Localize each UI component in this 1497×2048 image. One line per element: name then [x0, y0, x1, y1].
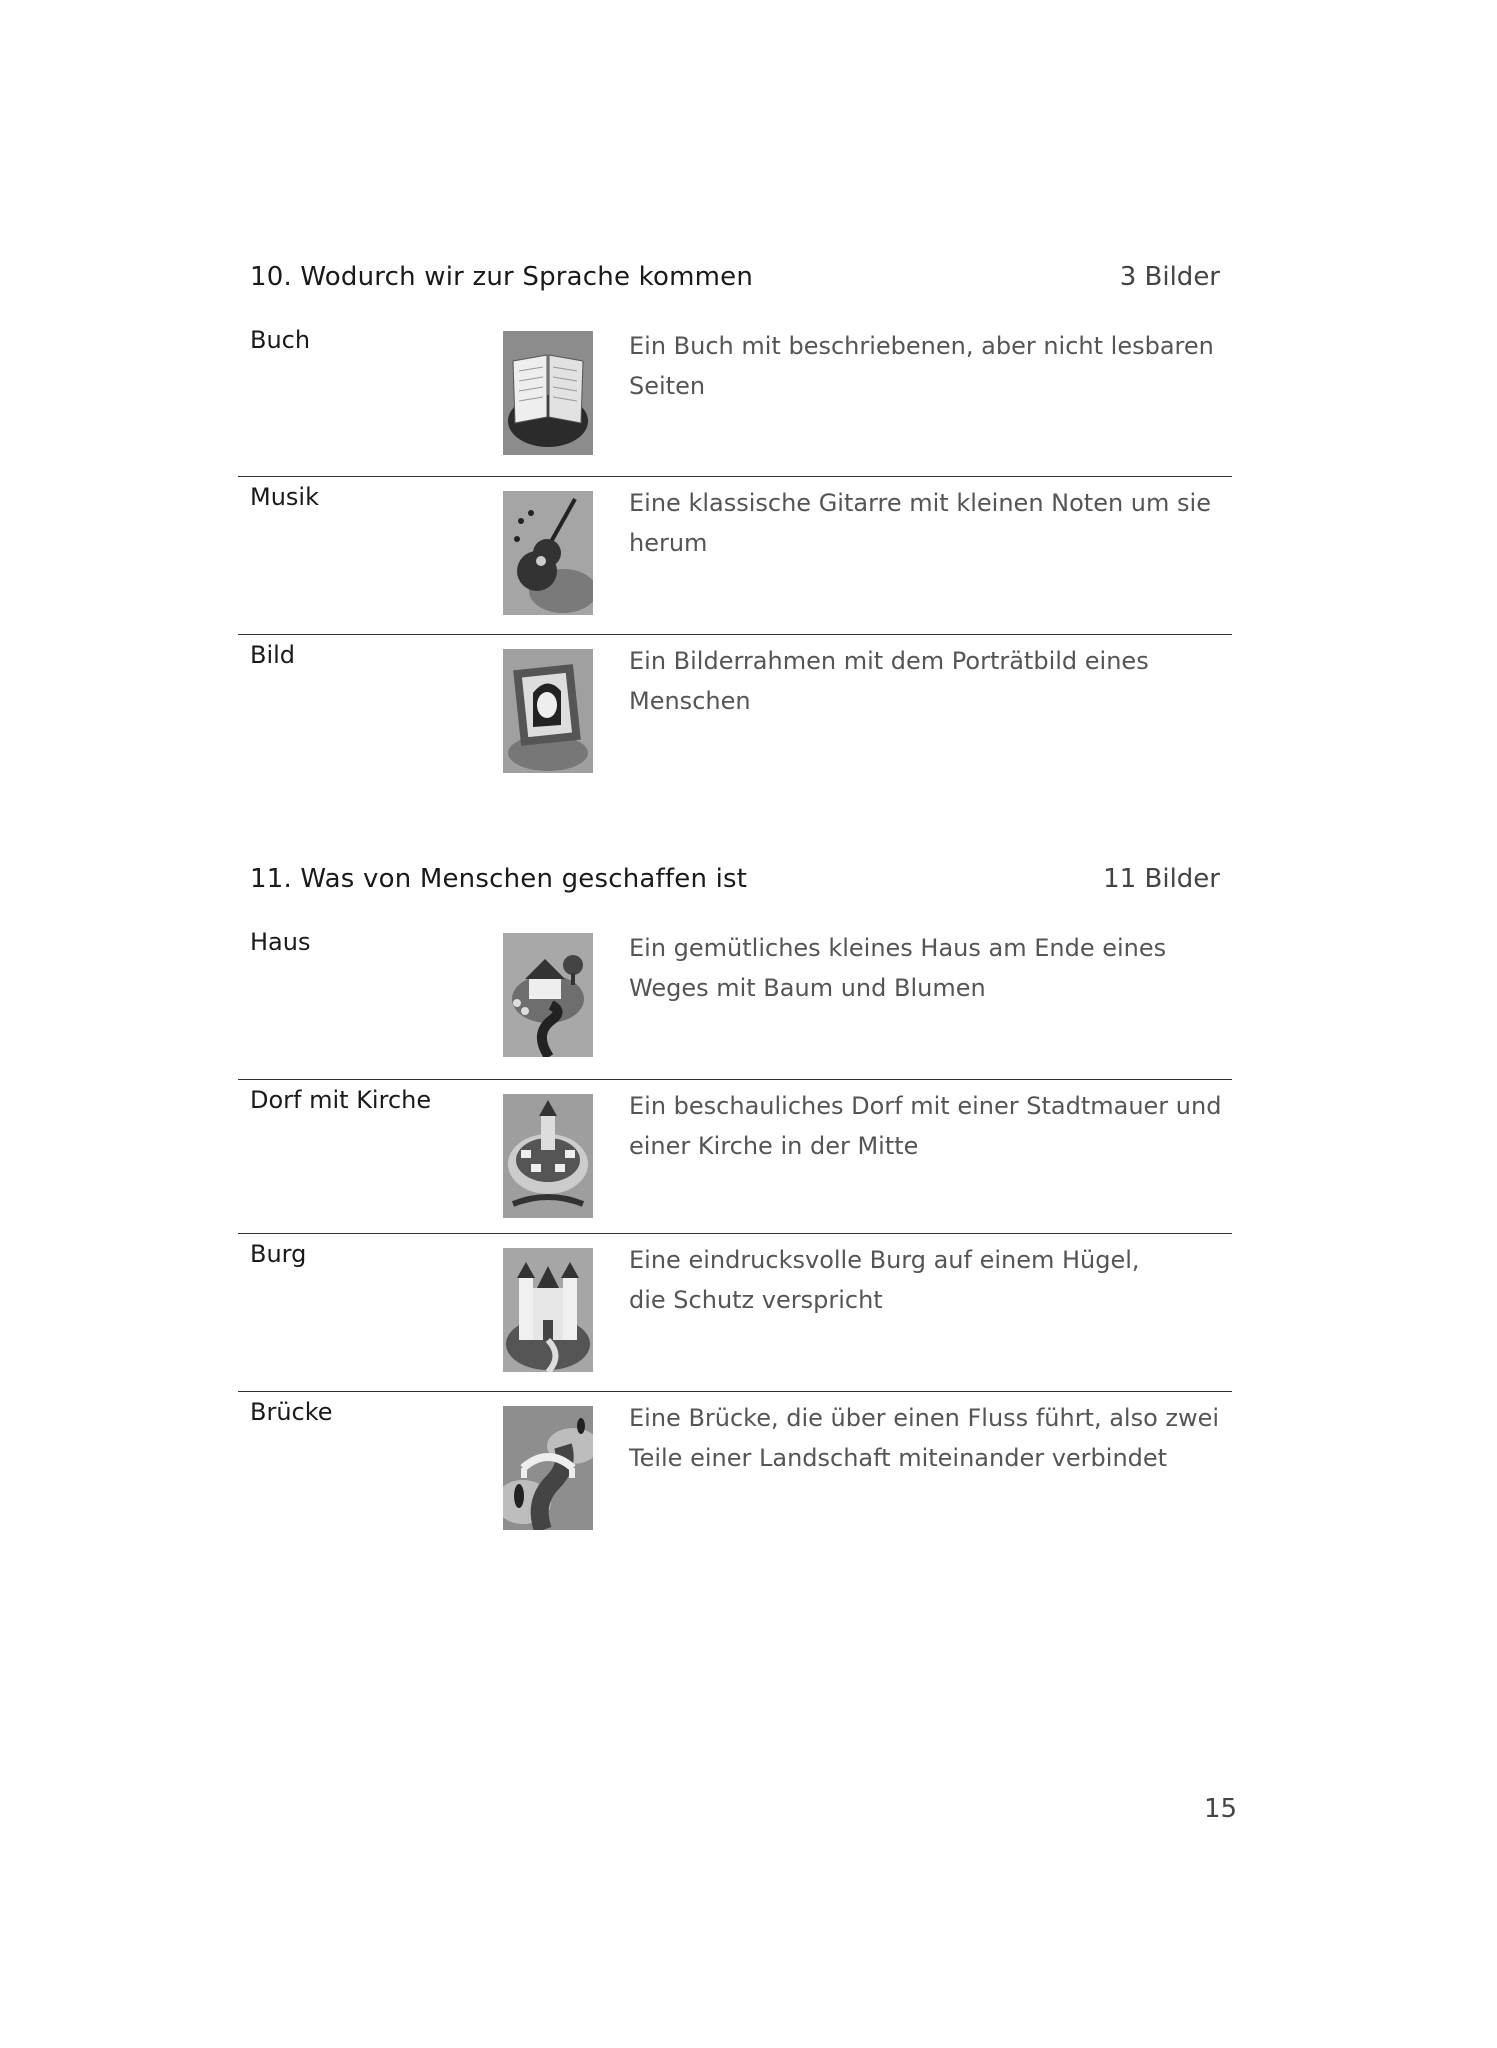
- item-term: Dorf mit Kirche: [250, 1086, 432, 1114]
- page-number: 15: [1204, 1794, 1238, 1824]
- item-term: Brücke: [250, 1398, 333, 1426]
- section-image-count: 3 Bilder: [1119, 262, 1220, 292]
- item-description: Ein Bilderrahmen mit dem Porträtbild eines Menschen: [629, 647, 1149, 715]
- list-item: [238, 1079, 1232, 1160]
- list-item: [238, 1233, 1232, 1314]
- item-term: Bild: [250, 641, 296, 669]
- section-heading-10: [250, 262, 1220, 302]
- guitar-icon: [503, 491, 593, 615]
- castle-icon: [503, 1248, 593, 1372]
- section-title: 10. Wodurch wir zur Sprache kommen: [250, 262, 753, 292]
- item-description: Eine klassische Gitarre mit kleinen Noten um sie herum: [629, 489, 1211, 557]
- item-description: Ein Buch mit beschriebenen, aber nicht lesbaren Seiten: [629, 332, 1214, 400]
- item-term: Musik: [250, 483, 319, 511]
- item-description: Eine eindrucksvolle Burg auf einem Hügel, die Schutz verspricht: [629, 1246, 1140, 1314]
- section-title: 11. Was von Menschen geschaffen ist: [250, 864, 748, 894]
- list-item: [238, 634, 1232, 715]
- item-term: Burg: [250, 1240, 307, 1268]
- house-icon: [503, 933, 593, 1057]
- item-term: Buch: [250, 326, 311, 354]
- item-description: Ein gemütliches kleines Haus am Ende eines Weges mit Baum und Blumen: [629, 934, 1167, 1002]
- portrait-frame-icon: [503, 649, 593, 773]
- list-item: [238, 1391, 1232, 1472]
- section-image-count: 11 Bilder: [1103, 864, 1220, 894]
- section-heading-11: [250, 864, 1220, 904]
- item-description: Eine Brücke, die über einen Fluss führt, also zwei Teile einer Landschaft miteinander verbindet: [629, 1404, 1220, 1472]
- item-description: Ein beschauliches Dorf mit einer Stadtmauer und einer Kirche in der Mitte: [629, 1092, 1222, 1160]
- open-book-icon: [503, 331, 593, 455]
- village-church-icon: [503, 1094, 593, 1218]
- item-term: Haus: [250, 928, 311, 956]
- bridge-icon: [503, 1406, 593, 1530]
- list-item: [238, 476, 1232, 557]
